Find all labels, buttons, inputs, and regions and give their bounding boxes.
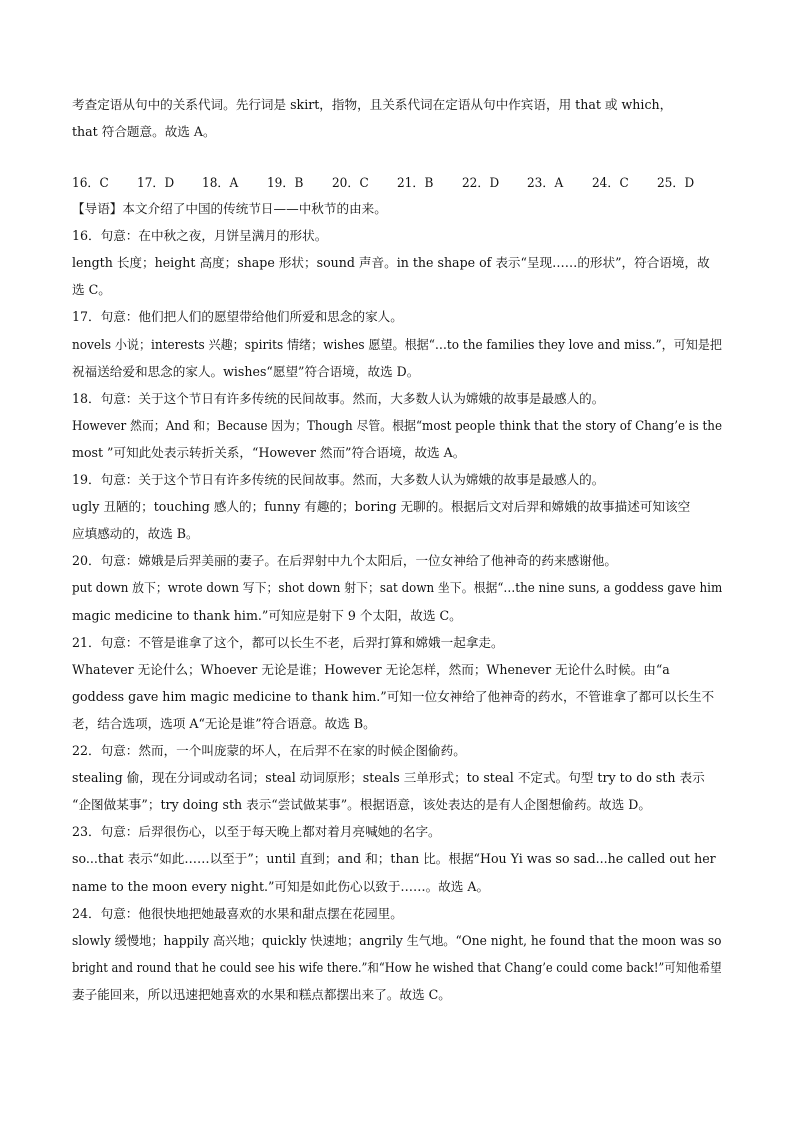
answer-item: 19．B	[266, 175, 304, 190]
explanation-line: put down 放下；wrote down 写下；shot down 射下；sat down 坐下。根据“…the nine suns, a goddess gave him	[72, 580, 723, 595]
explanation-line: 选 C。	[72, 282, 111, 297]
answer-item: 18．A	[201, 175, 239, 190]
explanation-line: ugly 丑陋的；touching 感人的；funny 有趣的；boring 无聊的。根据后文对后羿和嫦娥的故事描述可知该空	[72, 499, 691, 514]
explanation-line: 24．句意：他很快地把她最喜欢的水果和甜点摆在花园里。	[72, 906, 403, 921]
explanation-line: goddess gave him magic medicine to thank him.”可知一位女神给了他神奇的药水，不管谁拿了都可以长生不	[72, 689, 715, 704]
answer-item: 16．C	[72, 175, 109, 190]
explanation-line: “企图做某事”；try doing sth 表示“尝试做某事”。根据语意，该处表达的是有人企图想偷药。故选 D。	[72, 797, 651, 812]
explanation-line: 16．句意：在中秋之夜，月饼呈满月的形状。	[72, 228, 328, 243]
answer-item: 20．C	[331, 175, 369, 190]
intro-line: that 符合题意。故选 A。	[72, 124, 216, 139]
explanation-line: 21．句意：不管是谁拿了这个，都可以长生不老，后羿打算和嫦娥一起拿走。	[72, 635, 504, 650]
explanation-line: slowly 缓慢地；happily 高兴地；quickly 快速地；angrily 生气地。“One night, he found that the moon was so	[72, 933, 722, 948]
explanation-line: 应填感动的，故选 B。	[72, 526, 199, 541]
explanation-line: name to the moon every night.”可知是如此伤心以致于……。故选 A。	[72, 879, 490, 894]
explanation-line: 22．句意：然而，一个叫庞蒙的坏人，在后羿不在家的时候企图偷药。	[72, 743, 466, 758]
explanation-line: 祝福送给爱和思念的家人。wishes“愿望”符合语境，故选 D。	[72, 364, 420, 379]
explanation-line: 【导语】本文介绍了中国的传统节日——中秋节的由来。	[72, 201, 387, 216]
explanation-line: 23．句意：后羿很伤心，以至于每天晚上都对着月亮喊她的名字。	[72, 824, 441, 839]
explanation-line: 20．句意：嫦娥是后羿美丽的妻子。在后羿射中九个太阳后，一位女神给了他神奇的药来感谢他。	[72, 553, 617, 568]
explanation-line: so...that 表示“如此……以至于”；until 直到；and 和；than 比。根据“Hou Yi was so sad...he called out her	[72, 851, 716, 866]
explanation-line: most ”可知此处表示转折关系，“However 然而”符合语境，故选 A。	[72, 445, 466, 460]
explanation-line: 妻子能回来，所以迅速把她喜欢的水果和糕点都摆出来了。故选 C。	[72, 987, 451, 1002]
answer-key-row	[72, 175, 697, 191]
explanation-line: length 长度；height 高度；shape 形状；sound 声音。in the shape of 表示“呈现……的形状”，符合语境，故	[72, 255, 710, 270]
answer-item: 23．A	[526, 175, 564, 190]
explanation-line: stealing 偷，现在分词或动名词；steal 动词原形；steals 三单形式；to steal 不定式。句型 try to do sth 表示	[72, 770, 705, 785]
explanation-line: magic medicine to thank him.”可知应是射下 9 个太阳，故选 C。	[72, 608, 462, 623]
explanation-line: However 然而；And 和；Because 因为；Though 尽管。根据“most people think that the story of Chang’e is the	[72, 418, 723, 433]
explanation-line: 19．句意：关于这个节日有许多传统的民间故事。然而，大多数人认为嫦娥的故事是最感人的。	[72, 472, 605, 487]
answer-item: 22．D	[461, 175, 500, 190]
answer-item: 17．D	[136, 175, 175, 190]
intro-line: 考查定语从句中的关系代词。先行词是 skirt，指物，且关系代词在定语从句中作宾语，用 that 或 which，	[72, 97, 673, 112]
answer-item: 25．D	[656, 175, 695, 190]
explanation-line: Whatever 无论什么；Whoever 无论是谁；However 无论怎样，然而；Whenever 无论什么时候。由“a	[72, 662, 670, 677]
explanation-line: bright and round that he could see his wife there.”和“How he wished that Chang’e could come back!”可知他希望	[72, 960, 722, 975]
explanation-line: novels 小说；interests 兴趣；spirits 情绪；wishes 愿望。根据“…to the families they love and miss.”，可知是把	[72, 337, 722, 352]
explanation-line: 17．句意：他们把人们的愿望带给他们所爱和思念的家人。	[72, 309, 403, 324]
answer-item: 24．C	[591, 175, 629, 190]
answer-item: 21．B	[396, 175, 434, 190]
explanation-line: 18．句意：关于这个节日有许多传统的民间故事。然而，大多数人认为嫦娥的故事是最感人的。	[72, 391, 605, 406]
explanation-line: 老，结合选项，选项 A“无论是谁”符合语意。故选 B。	[72, 716, 376, 731]
